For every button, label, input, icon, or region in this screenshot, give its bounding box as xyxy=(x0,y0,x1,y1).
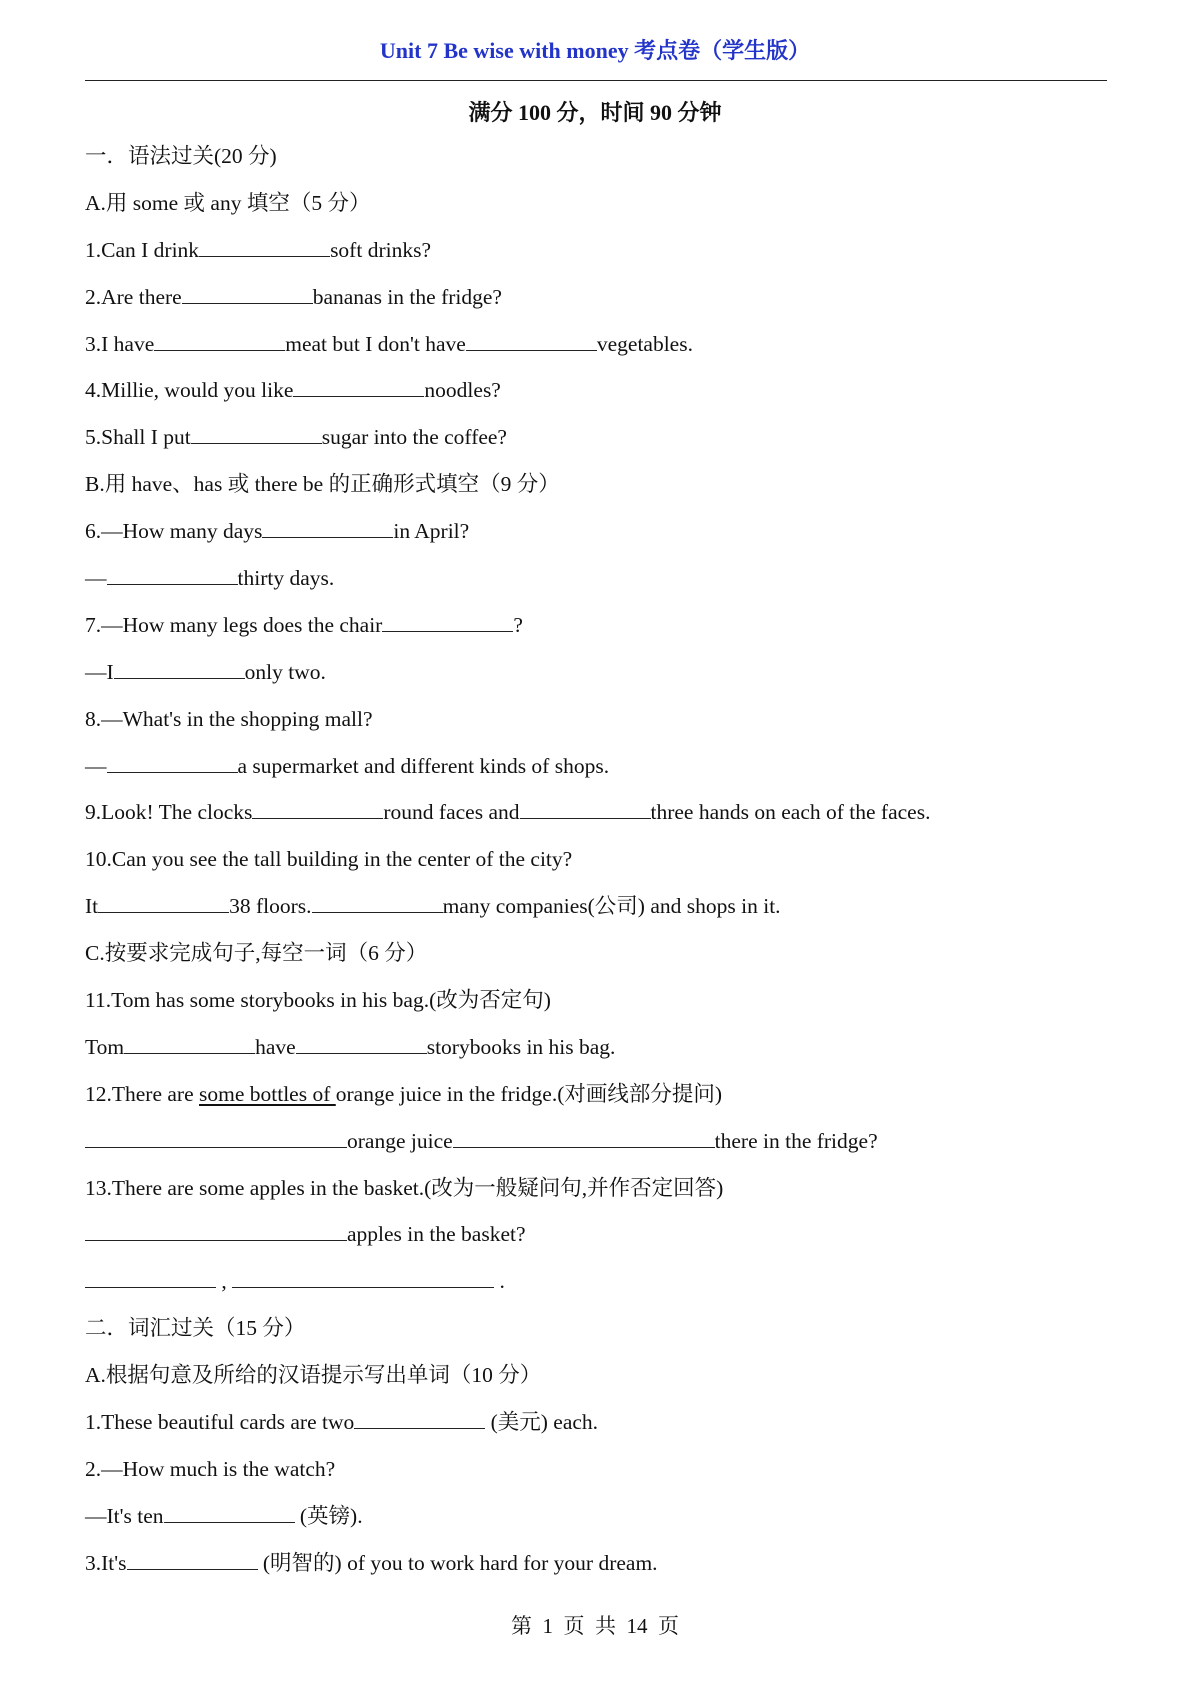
answer-blank[interactable] xyxy=(191,424,322,444)
question-line: —It's ten (英镑). xyxy=(85,1503,363,1528)
question-line: 1.Can I drink soft drinks? xyxy=(85,237,431,262)
answer-blank[interactable] xyxy=(252,799,383,819)
part-heading: C.按要求完成句子,每空一词（6 分） xyxy=(85,941,428,966)
question-line: , . xyxy=(85,1258,1107,1305)
question-line: orange juice there in the fridge? xyxy=(85,1118,1107,1165)
question-line: 4.Millie, would you like noodles? xyxy=(85,378,501,403)
answer-blank[interactable] xyxy=(199,237,330,257)
question-line: —I only two. xyxy=(85,659,326,684)
answer-blank[interactable] xyxy=(520,799,651,819)
question-line: — a supermarket and different kinds of shops. xyxy=(85,753,610,778)
header-divider xyxy=(85,80,1107,81)
answer-blank[interactable] xyxy=(232,1268,494,1288)
question-line: 11.Tom has some storybooks in his bag.(改为否定句) xyxy=(85,988,551,1013)
answer-blank[interactable] xyxy=(182,284,313,304)
question-line: 12.There are some bottles of orange juice in the fridge.(对画线部分提问) xyxy=(85,1081,723,1106)
answer-blank[interactable] xyxy=(127,1550,258,1570)
answer-blank[interactable] xyxy=(382,612,513,632)
document-header-title: Unit 7 Be wise with money 考点卷（学生版） xyxy=(379,38,811,63)
question-line: 3.I have meat but I don't have vegetables. xyxy=(85,331,693,356)
answer-blank[interactable] xyxy=(164,1503,295,1523)
answer-blank[interactable] xyxy=(293,377,424,397)
section-heading: 二．词汇过关（15 分） xyxy=(85,1316,306,1341)
question-line: 8.—What's in the shopping mall? xyxy=(85,706,373,731)
question-line: 7.—How many legs does the chair ? xyxy=(85,612,523,637)
answer-blank[interactable] xyxy=(466,331,597,351)
answer-blank[interactable] xyxy=(85,1221,347,1241)
underlined-phrase: some bottles of xyxy=(199,1081,336,1106)
page-number-footer: 第 1 页 共 14 页 xyxy=(511,1614,679,1638)
question-line: 13.There are some apples in the basket.(改为一般疑问句,并作否定回答) xyxy=(85,1175,724,1200)
answer-blank[interactable] xyxy=(453,1128,715,1148)
answer-blank[interactable] xyxy=(85,1268,216,1288)
answer-blank[interactable] xyxy=(154,331,285,351)
answer-blank[interactable] xyxy=(296,1034,427,1054)
answer-blank[interactable] xyxy=(114,659,245,679)
section-heading: 一．语法过关(20 分) xyxy=(85,144,277,168)
question-line: Tom have storybooks in his bag. xyxy=(85,1034,616,1059)
question-line: 6.—How many days in April? xyxy=(85,519,470,544)
answer-blank[interactable] xyxy=(85,1128,347,1148)
answer-blank[interactable] xyxy=(107,753,238,773)
part-heading: B.用 have、has 或 there be 的正确形式填空（9 分） xyxy=(85,472,560,497)
question-line: 2.—How much is the watch? xyxy=(85,1456,336,1481)
part-heading: A.根据句意及所给的汉语提示写出单词（10 分） xyxy=(85,1363,542,1388)
question-line: 2.Are there bananas in the fridge? xyxy=(85,284,502,309)
answer-blank[interactable] xyxy=(354,1409,485,1429)
question-line: 5.Shall I put sugar into the coffee? xyxy=(85,425,507,450)
answer-blank[interactable] xyxy=(107,565,238,585)
question-line: 9.Look! The clocks round faces and three hands on each of the faces. xyxy=(85,800,931,825)
exam-content xyxy=(85,133,1107,1587)
question-line: It 38 floors. many companies(公司) and shops in it. xyxy=(85,894,781,919)
question-line: — thirty days. xyxy=(85,566,335,591)
answer-blank[interactable] xyxy=(262,518,393,538)
answer-blank[interactable] xyxy=(98,893,229,913)
question-line: 10.Can you see the tall building in the center of the city? xyxy=(85,847,573,872)
answer-blank[interactable] xyxy=(124,1034,255,1054)
exam-subtitle: 满分 100 分，时间 90 分钟 xyxy=(468,100,722,125)
question-line: apples in the basket? xyxy=(85,1211,1107,1258)
answer-blank[interactable] xyxy=(312,893,443,913)
question-line: 1.These beautiful cards are two (美元) each. xyxy=(85,1410,599,1435)
question-line: 3.It's (明智的) of you to work hard for your dream. xyxy=(85,1550,658,1575)
part-heading: A.用 some 或 any 填空（5 分） xyxy=(85,190,371,215)
